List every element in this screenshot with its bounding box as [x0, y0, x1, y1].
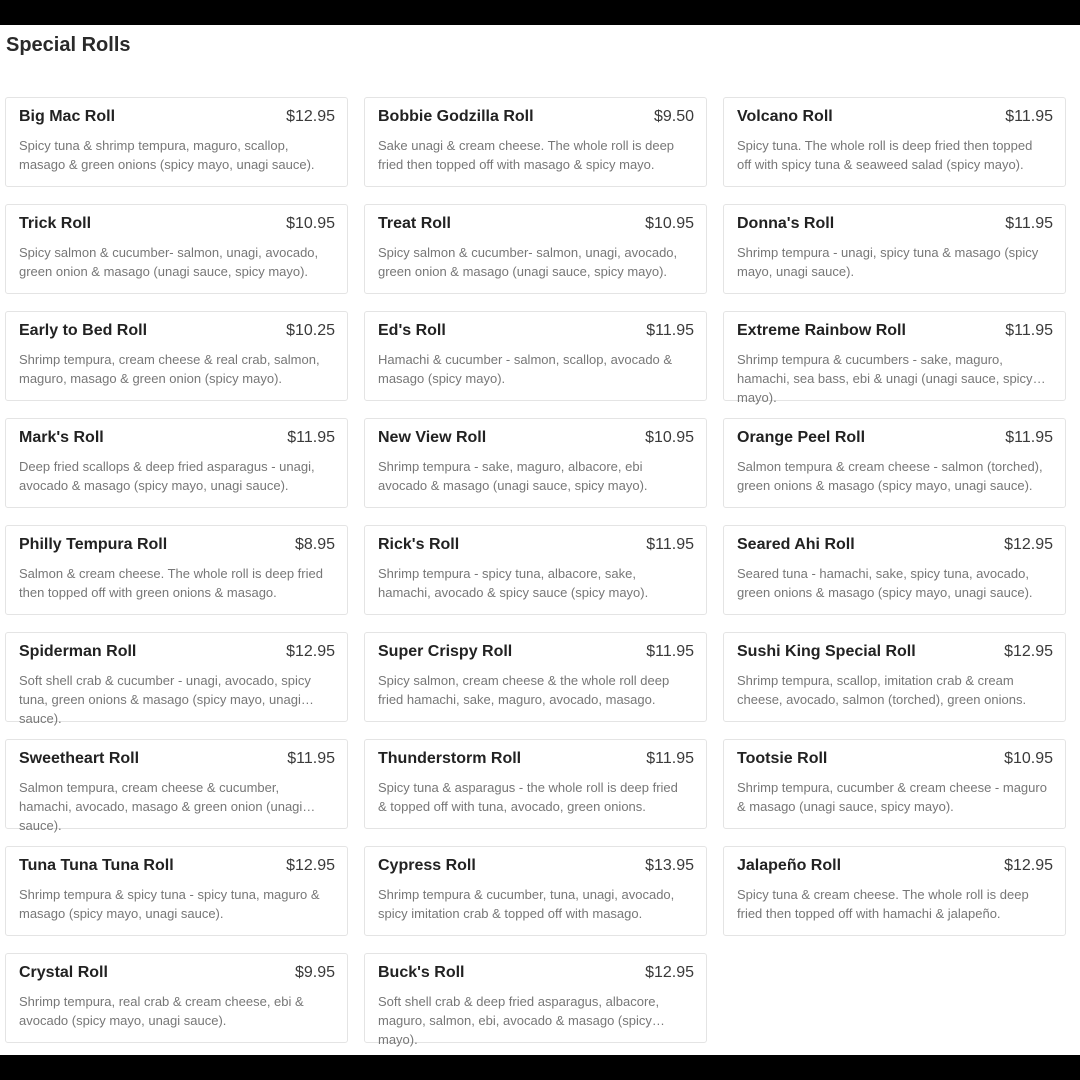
- menu-item-card[interactable]: [5, 97, 348, 187]
- menu-item-name: Philly Tempura Roll: [19, 536, 168, 553]
- menu-item-description: Soft shell crab & cucumber - unagi, avocado, spicy tuna, green onions & masago (spicy mayo, unagi sauce).: [19, 673, 311, 726]
- menu-item-name: Donna's Roll: [737, 215, 835, 232]
- menu-item-header: [737, 750, 1053, 776]
- menu-item-card[interactable]: [5, 846, 348, 936]
- menu-item-card[interactable]: [723, 525, 1066, 615]
- menu-item-price: $13.95: [645, 857, 694, 874]
- menu-item-name: Cypress Roll: [378, 857, 476, 874]
- menu-item-price: $10.95: [286, 215, 335, 232]
- menu-item-description: Spicy tuna & cream cheese. The whole roll is deep fried then topped off with hamachi & jalapeño.: [737, 887, 1029, 921]
- menu-item-card[interactable]: [5, 953, 348, 1043]
- menu-item-description: Shrimp tempura, scallop, imitation crab & cream cheese, avocado, salmon (torched), green onions.: [737, 673, 1027, 707]
- menu-item-name: Spiderman Roll: [19, 643, 137, 660]
- menu-item-price: $11.95: [646, 536, 694, 553]
- menu-item-header: [19, 964, 335, 990]
- menu-item-name: Volcano Roll: [737, 108, 833, 125]
- menu-item-name: Crystal Roll: [19, 964, 108, 981]
- menu-item-name: Rick's Roll: [378, 536, 460, 553]
- menu-item-price: $9.50: [653, 108, 694, 125]
- menu-item-header: [378, 215, 694, 241]
- menu-item-price: $10.95: [1004, 750, 1053, 767]
- menu-item-price: $11.95: [646, 322, 694, 339]
- menu-item-description: Salmon tempura, cream cheese & cucumber, hamachi, avocado, masago & green onion (unagi sauce).: [19, 780, 303, 833]
- menu-item-description: Sake unagi & cream cheese. The whole roll is deep fried then topped off with masago & spicy mayo.: [378, 138, 675, 172]
- menu-item-description: Salmon & cream cheese. The whole roll is deep fried then topped off with green onions & masago.: [19, 566, 323, 600]
- menu-item-price: $12.95: [1004, 536, 1053, 553]
- menu-item-header: [737, 322, 1053, 348]
- menu-item-name: Bobbie Godzilla Roll: [378, 108, 534, 125]
- menu-item-card[interactable]: [5, 311, 348, 401]
- section-title: Special Rolls: [6, 34, 131, 56]
- menu-item-price: $12.95: [645, 964, 694, 981]
- menu-item-description: Spicy salmon & cucumber- salmon, unagi, avocado, green onion & masago (unagi sauce, spicy mayo).: [19, 245, 319, 279]
- menu-item-name: Mark's Roll: [19, 429, 104, 446]
- menu-item-card[interactable]: [364, 525, 707, 615]
- menu-item-header: [378, 643, 694, 669]
- menu-item-card[interactable]: [723, 846, 1066, 936]
- menu-item-card[interactable]: [5, 204, 348, 294]
- menu-item-name: Extreme Rainbow Roll: [737, 322, 906, 339]
- menu-item-header: [737, 429, 1053, 455]
- menu-item-header: [19, 322, 335, 348]
- menu-item-card[interactable]: [723, 739, 1066, 829]
- menu-item-name: Big Mac Roll: [19, 108, 116, 125]
- menu-item-price: $11.95: [287, 429, 335, 446]
- menu-item-card[interactable]: [364, 311, 707, 401]
- menu-item-price: $11.95: [287, 750, 335, 767]
- menu-item-description: Shrimp tempura - spicy tuna, albacore, sake, hamachi, avocado & spicy sauce (spicy mayo).: [378, 566, 649, 600]
- menu-item-card[interactable]: [364, 953, 707, 1047]
- menu-item-card[interactable]: [5, 525, 348, 615]
- menu-item-price: $11.95: [1005, 322, 1053, 339]
- menu-item-name: Thunderstorm Roll: [378, 750, 522, 767]
- menu-item-card[interactable]: [364, 204, 707, 294]
- menu-item-price: $8.95: [294, 536, 335, 553]
- menu-item-card[interactable]: [364, 846, 707, 936]
- menu-item-price: $10.95: [645, 215, 694, 232]
- menu-item-card[interactable]: [5, 418, 348, 508]
- menu-item-price: $11.95: [646, 750, 694, 767]
- menu-item-description: Spicy salmon, cream cheese & the whole roll deep fried hamachi, sake, maguro, avocado, masago.: [378, 673, 670, 707]
- menu-item-card[interactable]: [723, 204, 1066, 294]
- menu-item-description: Shrimp tempura, cucumber & cream cheese - maguro & masago (unagi sauce, spicy mayo).: [737, 780, 1047, 814]
- menu-item-price: $9.95: [294, 964, 335, 981]
- menu-item-name: Tootsie Roll: [737, 750, 828, 767]
- menu-item-name: Orange Peel Roll: [737, 429, 866, 446]
- menu-item-header: [737, 215, 1053, 241]
- menu-items-grid: [5, 97, 1066, 1047]
- menu-item-description: Spicy salmon & cucumber- salmon, unagi, avocado, green onion & masago (unagi sauce, spicy mayo).: [378, 245, 678, 279]
- menu-item-description: Spicy tuna & shrimp tempura, maguro, scallop, masago & green onions (spicy mayo, unagi sauce).: [19, 138, 315, 172]
- menu-item-name: Jalapeño Roll: [737, 857, 842, 874]
- menu-item-description: Shrimp tempura - sake, maguro, albacore, ebi avocado & masago (unagi sauce, spicy mayo).: [378, 459, 648, 493]
- menu-item-card[interactable]: [723, 632, 1066, 722]
- menu-item-name: Sushi King Special Roll: [737, 643, 916, 660]
- menu-item-card[interactable]: [364, 632, 707, 722]
- menu-item-price: $11.95: [1005, 215, 1053, 232]
- menu-item-card[interactable]: [723, 311, 1066, 405]
- menu-item-description: Soft shell crab & deep fried asparagus, albacore, maguro, salmon, ebi, avocado & masago (spicy mayo).: [378, 994, 660, 1047]
- menu-item-description: Shrimp tempura & cucumber, tuna, unagi, avocado, spicy imitation crab & topped off with masago.: [378, 887, 675, 921]
- menu-item-header: [378, 857, 694, 883]
- menu-item-name: Super Crispy Roll: [378, 643, 513, 660]
- menu-item-name: Seared Ahi Roll: [737, 536, 855, 553]
- menu-item-description: Shrimp tempura & cucumbers - sake, maguro, hamachi, sea bass, ebi & unagi (unagi sauce, spicy mayo).: [737, 352, 1033, 405]
- menu-item-header: [19, 536, 335, 562]
- menu-item-price: $12.95: [1004, 643, 1053, 660]
- menu-item-price: $12.95: [286, 108, 335, 125]
- menu-item-name: Trick Roll: [19, 215, 92, 232]
- menu-item-price: $10.25: [286, 322, 335, 339]
- menu-item-price: $11.95: [1005, 429, 1053, 446]
- menu-item-price: $10.95: [645, 429, 694, 446]
- menu-item-description: Seared tuna - hamachi, sake, spicy tuna, avocado, green onions & masago (spicy mayo, unagi sauce).: [737, 566, 1033, 600]
- menu-item-card[interactable]: [364, 739, 707, 829]
- menu-item-header: [378, 964, 694, 990]
- menu-page: [0, 25, 1080, 1055]
- menu-item-name: Treat Roll: [378, 215, 451, 232]
- menu-item-card[interactable]: [364, 418, 707, 508]
- menu-item-name: Buck's Roll: [378, 964, 465, 981]
- menu-item-description: Shrimp tempura - unagi, spicy tuna & masago (spicy mayo, unagi sauce).: [737, 245, 1039, 279]
- menu-item-header: [19, 750, 335, 776]
- menu-item-name: Tuna Tuna Tuna Roll: [19, 857, 174, 874]
- menu-item-header: [19, 643, 335, 669]
- menu-item-description: Hamachi & cucumber - salmon, scallop, avocado & masago (spicy mayo).: [378, 352, 673, 386]
- menu-item-header: [737, 536, 1053, 562]
- menu-item-header: [378, 536, 694, 562]
- menu-item-price: $12.95: [286, 857, 335, 874]
- menu-item-header: [737, 857, 1053, 883]
- menu-item-name: Ed's Roll: [378, 322, 446, 339]
- menu-item-header: [378, 108, 694, 134]
- menu-item-header: [19, 857, 335, 883]
- menu-item-header: [19, 429, 335, 455]
- menu-item-card[interactable]: [723, 97, 1066, 187]
- menu-item-card[interactable]: [5, 632, 348, 726]
- menu-item-description: Shrimp tempura, real crab & cream cheese, ebi & avocado (spicy mayo, unagi sauce).: [19, 994, 304, 1028]
- menu-item-price: $11.95: [646, 643, 694, 660]
- menu-item-description: Spicy tuna & asparagus - the whole roll is deep fried & topped off with tuna, avocado, green onions.: [378, 780, 678, 814]
- menu-item-name: New View Roll: [378, 429, 487, 446]
- menu-item-description: Shrimp tempura & spicy tuna - spicy tuna, maguro & masago (spicy mayo, unagi sauce).: [19, 887, 320, 921]
- menu-item-price: $11.95: [1005, 108, 1053, 125]
- menu-item-header: [19, 215, 335, 241]
- menu-item-card[interactable]: [723, 418, 1066, 508]
- menu-item-header: [737, 643, 1053, 669]
- menu-item-price: $12.95: [1004, 857, 1053, 874]
- menu-item-description: Salmon tempura & cream cheese - salmon (torched), green onions & masago (spicy mayo, unagi sauce).: [737, 459, 1043, 493]
- menu-item-description: Shrimp tempura, cream cheese & real crab, salmon, maguro, masago & green onion (spicy mayo).: [19, 352, 320, 386]
- menu-item-description: Spicy tuna. The whole roll is deep fried then topped off with spicy tuna & seaweed salad (spicy mayo).: [737, 138, 1033, 172]
- menu-item-card[interactable]: [5, 739, 348, 833]
- menu-item-header: [378, 322, 694, 348]
- menu-item-header: [19, 108, 335, 134]
- menu-item-name: Sweetheart Roll: [19, 750, 140, 767]
- menu-item-header: [737, 108, 1053, 134]
- menu-item-name: Early to Bed Roll: [19, 322, 148, 339]
- menu-item-description: Deep fried scallops & deep fried asparagus - unagi, avocado & masago (spicy mayo, unagi sauce).: [19, 459, 315, 493]
- menu-item-card[interactable]: [364, 97, 707, 187]
- menu-item-header: [378, 750, 694, 776]
- menu-item-price: $12.95: [286, 643, 335, 660]
- menu-item-header: [378, 429, 694, 455]
